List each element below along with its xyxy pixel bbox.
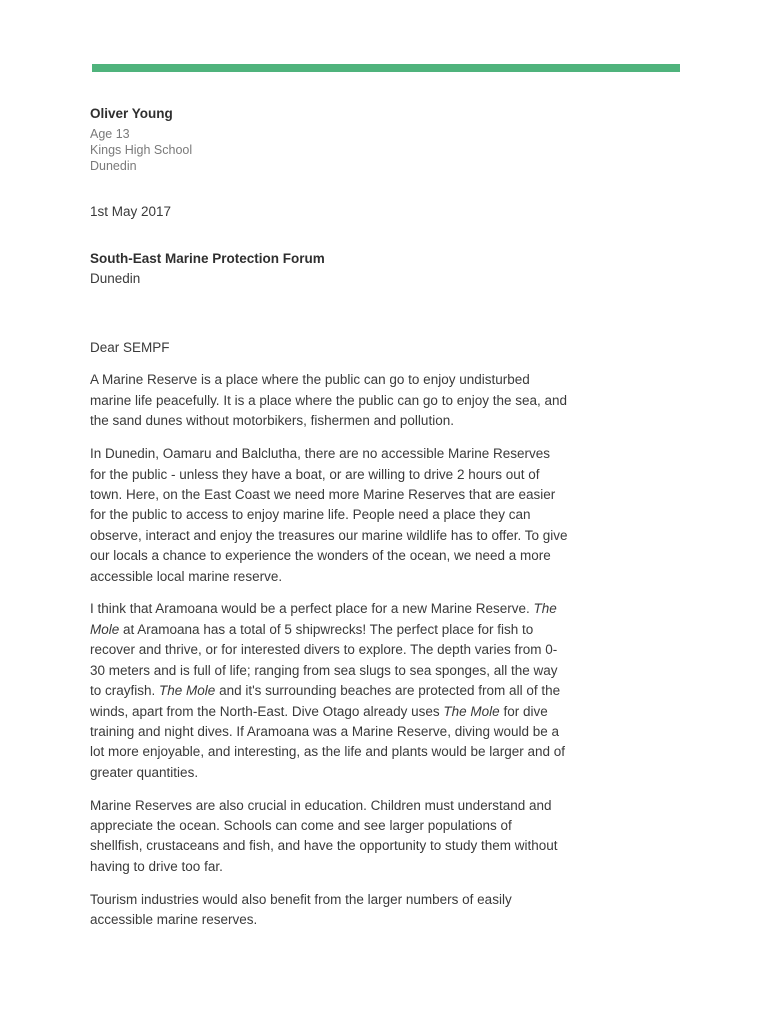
sender-block	[90, 105, 192, 174]
paragraph-3	[90, 599, 568, 783]
paragraph-3-text-4: for dive training and night dives. If Aramoana was a Marine Reserve, diving would be a lot more enjoyable, and interesting, as the life and plants would be larger and of greater quantities.	[90, 703, 566, 780]
paragraph-1: A Marine Reserve is a place where the public can go to enjoy undisturbed marine life peacefully. It is a place where the public can go to enjoy the sea, and the sand dunes without motorbikers, fishermen and pollution.	[90, 372, 568, 429]
salutation: Dear SEMPF	[90, 340, 170, 355]
letter-body	[90, 338, 568, 943]
paragraph-3-emphasis-3: The Mole	[443, 703, 500, 719]
recipient-city: Dunedin	[90, 271, 141, 286]
sender-city: Dunedin	[90, 159, 137, 173]
paragraph-2: In Dunedin, Oamaru and Balclutha, there are no accessible Marine Reserves for the public - unless they have a boat, or are willing to drive 2 hours out of town. Here, on the East Coast we need more Marine Reserves that are easier for the public to access to enjoy marine life. People need a place they can observe, interact and enjoy the treasures our marine wildlife has to offer. To give our locals a chance to experience the wonders of the ocean, we need a more accessible local marine reserve.	[90, 446, 568, 584]
recipient-block	[90, 249, 325, 289]
paragraph-5: Tourism industries would also benefit from the larger numbers of easily accessible marine reserves.	[90, 891, 512, 928]
paragraph-3-text-1: I think that Aramoana would be a perfect place for a new Marine Reserve.	[90, 601, 534, 617]
paragraph-3-emphasis-1: The Mole	[90, 601, 557, 637]
sender-name: Oliver Young	[90, 106, 173, 121]
paragraph-3-emphasis-2: The Mole	[159, 683, 216, 699]
recipient-name: South-East Marine Protection Forum	[90, 251, 325, 266]
paragraph-3-text-3: and it's surrounding beaches are protected from all of the winds, apart from the North-East. Dive Otago already uses	[90, 683, 561, 719]
sender-school: Kings High School	[90, 143, 193, 157]
sender-age: Age 13	[90, 127, 130, 141]
paragraph-4: Marine Reserves are also crucial in education. Children must understand and appreciate the ocean. Schools can come and see larger populations of shellfish, crustaceans and fish, and have the opportunity to study them without having to drive too far.	[90, 797, 558, 874]
letter-date: 1st May 2017	[90, 204, 172, 219]
paragraph-3-text-2: at Aramoana has a total of 5 shipwrecks! The perfect place for fish to recover and thrive, or for interested divers to explore. The depth varies from 0-30 meters and is full of life; ranging from sea slugs to sea sponges, all the way to crayfish.	[90, 621, 558, 699]
header-accent-bar	[92, 64, 680, 72]
